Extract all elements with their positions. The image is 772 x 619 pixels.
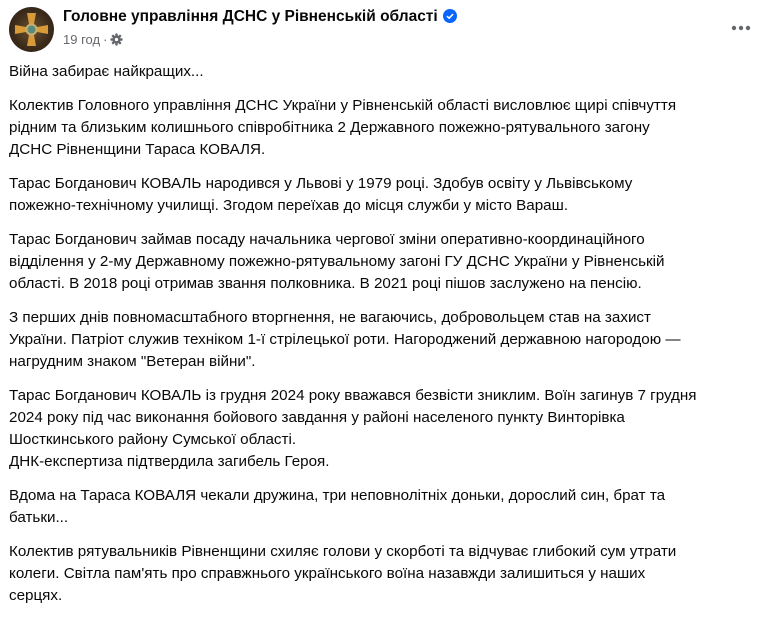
avatar[interactable]	[9, 7, 54, 52]
paragraph-line: серцях.	[9, 587, 63, 604]
paragraph-line: ДСНС Рівненщини Тараса КОВАЛЯ.	[9, 141, 266, 158]
verified-badge-icon	[443, 9, 457, 28]
paragraph-line: колеги. Світла пам'ять про справжнього українського воїна назавжди залишиться у наших	[9, 565, 646, 582]
post-paragraph	[9, 229, 764, 295]
paragraph-line: відділення у 2-му Державному пожежно-рятувальному загоні ГУ ДСНС України у Рівненській	[9, 253, 665, 270]
gear-icon[interactable]	[110, 33, 123, 49]
author-name[interactable]: Головне управління ДСНС у Рівненській області	[63, 8, 438, 25]
paragraph-line: Тарас Богданович займав посаду начальника чергової зміни оперативно-координаційного	[9, 231, 645, 248]
post-paragraph	[9, 95, 764, 161]
post-header	[9, 4, 772, 54]
post-paragraph	[9, 307, 764, 373]
post-meta	[63, 32, 123, 49]
more-options-icon[interactable]	[730, 18, 752, 38]
post-paragraph	[9, 485, 764, 529]
paragraph-line: Колектив рятувальників Рівненщини схиляє голови у скорботі та відчуває глибокий сум утрати	[9, 543, 677, 560]
post-paragraph	[9, 385, 764, 473]
paragraph-line: З перших днів повномасштабного вторгнення, не вагаючись, добровольцем став на захист	[9, 309, 651, 326]
paragraph-line: 2024 року під час виконання бойового завдання у районі населеного пункту Винторівка	[9, 409, 625, 426]
paragraph-line: Колектив Головного управління ДСНС України у Рівненській області висловлює щирі співчуття	[9, 97, 677, 114]
page-name-link[interactable]	[63, 8, 457, 28]
paragraph-line: ДНК-експертиза підтвердила загибель Героя.	[9, 453, 330, 470]
post-body	[9, 61, 764, 619]
paragraph-line: Війна забирає найкращих...	[9, 63, 204, 80]
paragraph-line: нагрудним знаком "Ветеран війни".	[9, 353, 256, 370]
paragraph-line: рідним та близьким колишнього співробітника 2 Державного пожежно-рятувального загону	[9, 119, 650, 136]
paragraph-line: батьки...	[9, 509, 69, 526]
paragraph-line: України. Патріот служив техніком 1-ї стрілецької роти. Нагороджений державною нагородою —	[9, 331, 681, 348]
paragraph-line: Вдома на Тараса КОВАЛЯ чекали дружина, три неповнолітніх доньки, дорослий син, брат та	[9, 487, 666, 504]
paragraph-line: Тарас Богданович КОВАЛЬ із грудня 2024 року вважався безвісти зниклим. Воїн загинув 7 грудня	[9, 387, 697, 404]
paragraph-line: Тарас Богданович КОВАЛЬ народився у Львові у 1979 році. Здобув освіту у Львівському	[9, 175, 633, 192]
paragraph-line: Шосткинського району Сумської області.	[9, 431, 297, 448]
paragraph-line: області. В 2018 році отримав звання полковника. В 2021 році пішов заслужено на пенсію.	[9, 275, 642, 292]
emblem-icon	[9, 7, 54, 52]
post-paragraph	[9, 61, 764, 83]
post-paragraph	[9, 541, 764, 607]
post-timestamp[interactable]: 19 год	[63, 32, 101, 47]
paragraph-line: пожежно-технічному училищі. Згодом переїхав до місця служби у місто Вараш.	[9, 197, 569, 214]
separator: ·	[103, 32, 108, 47]
post-paragraph	[9, 173, 764, 217]
